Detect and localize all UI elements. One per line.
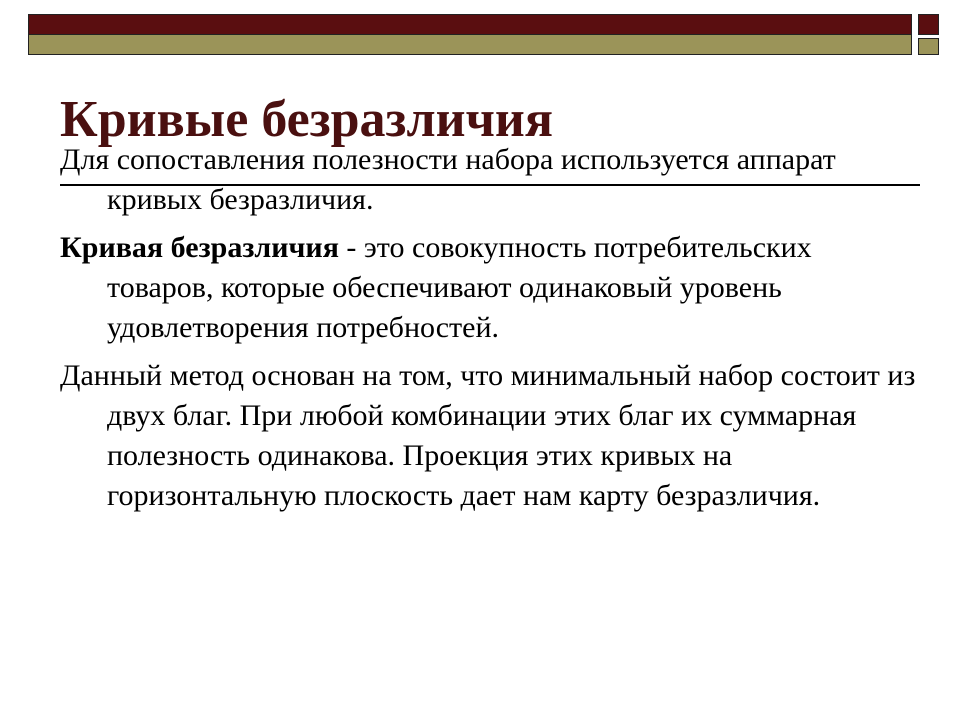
definition-term: Кривая безразличия	[60, 231, 339, 264]
corner-square-dark	[918, 14, 939, 35]
header-band-olive	[28, 35, 912, 55]
paragraph-3: Данный метод основан на том, что минимальный набор состоит из двух благ. При любой комбинации этих благ их суммарная полезность одинакова. Проекция этих кривых на горизонтальную плоскость дает нам карту безразличия.	[60, 359, 916, 512]
corner-square-olive	[918, 38, 939, 55]
header-decoration-bar	[28, 14, 912, 55]
slide-title: Кривые безразличия	[60, 91, 554, 148]
paragraph-2	[60, 228, 920, 348]
slide-content	[60, 140, 920, 524]
header-band-dark	[28, 14, 912, 35]
paragraph-1: Для сопоставления полезности набора используется аппарат кривых безразличия.	[60, 143, 836, 216]
definition-text: - это совокупность потребительских товаров, которые обеспечивают одинаковый уровень удовлетворения потребностей.	[107, 231, 812, 344]
